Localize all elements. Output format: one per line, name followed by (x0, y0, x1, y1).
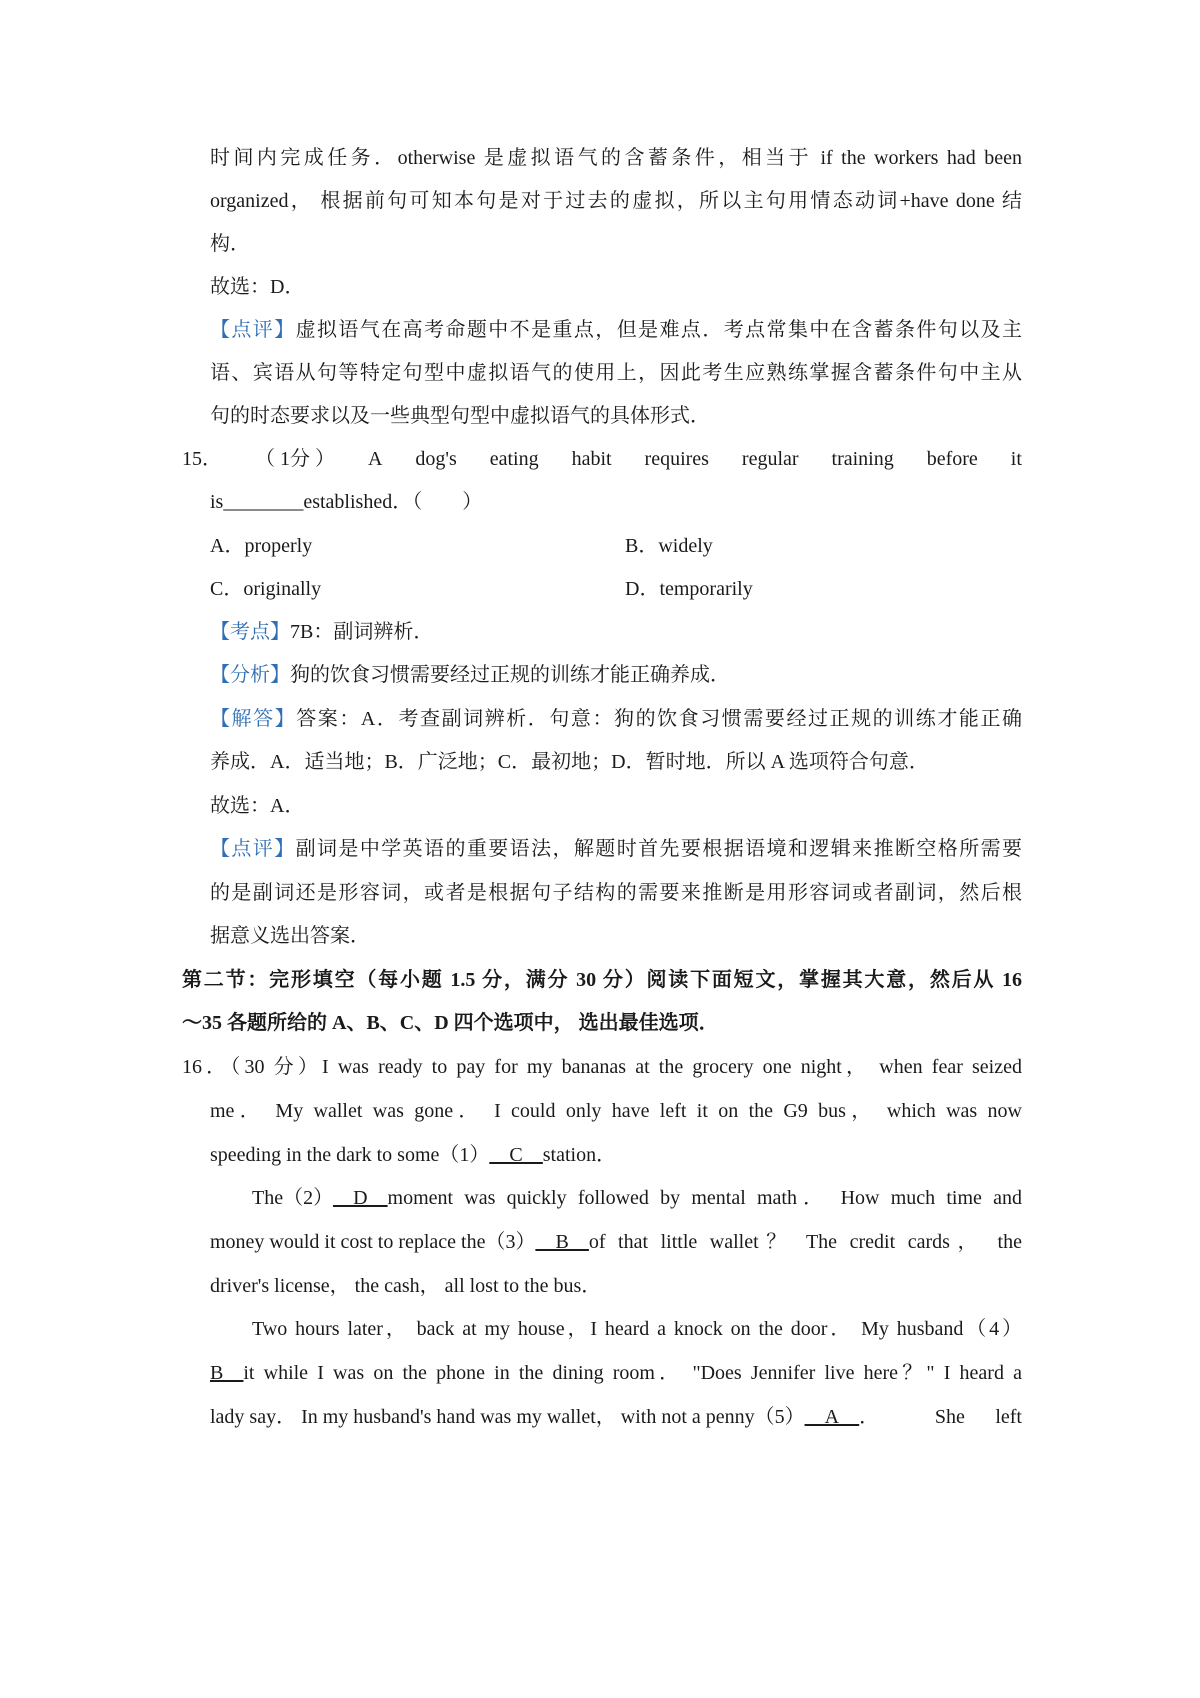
stem-word: training (831, 448, 894, 470)
passage-text: ． She left (859, 1406, 1022, 1428)
passage-line: driver's license， the cash， all lost to the bus． (210, 1275, 602, 1297)
kaodian-text: 7B：副词辨析． (290, 621, 434, 643)
dianping-line: 据意义选出答案． (210, 925, 370, 947)
fenxi-text: 狗的饮食习惯需要经过正规的训练才能正确养成． (290, 664, 730, 686)
stem-word: A (367, 448, 383, 470)
passage-line (210, 1363, 1022, 1383)
option-a: A．properly (210, 535, 313, 557)
stem-word: requires (644, 448, 709, 470)
answer-line: 故选：D． (210, 276, 305, 298)
passage-text: moment was quickly followed by mental math． How much time and (387, 1187, 1022, 1209)
section-2-heading: 第二节：完形填空（每小题 1.5 分，满分 30 分）阅读下面短文，掌握其大意，然后从 16 (182, 969, 1022, 991)
explanation-line: organized， 根据前句可知本句是对于过去的虚拟，所以主句用情态动词+have done 结 (210, 190, 1022, 212)
stem-word: it (1010, 448, 1022, 470)
passage-line: 16．（30 分）I was ready to pay for my bananas at the grocery one night， when fear seized (182, 1056, 1022, 1078)
answer-blank-3: __B__ (535, 1231, 589, 1253)
kaodian-line (210, 622, 1022, 642)
explanation-line: 时间内完成任务．otherwise 是虚拟语气的含蓄条件，相当于 if the workers had been (210, 147, 1022, 169)
answer-line: 故选：A． (210, 795, 305, 817)
question-score: （ 1分 ） (254, 448, 335, 470)
stem-word: habit (571, 448, 612, 470)
dianping-text: 副词是中学英语的重要语法，解题时首先要根据语境和逻辑来推断空格所需要 (295, 838, 1023, 860)
comment-line: 句的时态要求以及一些典型句型中虚拟语气的具体形式． (210, 405, 710, 427)
passage-text: The（2） (252, 1187, 334, 1209)
jieda-tag: 【解答】 (210, 708, 297, 730)
answer-blank-5: __A__ (804, 1406, 860, 1428)
jieda-text: 答案：A．考查副词辨析．句意：狗的饮食习惯需要经过正规的训练才能正确 (296, 708, 1023, 730)
dianping-line (210, 839, 1022, 859)
jieda-line (210, 709, 1022, 729)
explanation-line: 构． (210, 233, 250, 255)
passage-text: station． (542, 1144, 617, 1166)
stem-word: dog's (415, 448, 457, 470)
answer-blank-4: B__ (210, 1362, 244, 1384)
dianping-line: 的是副词还是形容词，或者是根据句子结构的需要来推断是用形容词或者副词，然后根 (210, 882, 1022, 904)
comment-line: 语、宾语从句等特定句型中虚拟语气的使用上，因此考生应熟练掌握含蓄条件句中主从 (210, 362, 1022, 384)
passage-line: me． My wallet was gone． I could only have left it on the G9 bus， which was now (210, 1100, 1022, 1122)
passage-line (210, 1407, 1022, 1427)
fenxi-line (210, 665, 1022, 685)
kaodian-tag: 【考点】 (210, 621, 290, 643)
stem-word: regular (741, 448, 799, 470)
answer-blank-1: __C__ (489, 1144, 543, 1166)
passage-text: of that little wallet？ The credit cards， the (588, 1231, 1022, 1253)
passage-text: speeding in the dark to some（1） (210, 1144, 490, 1166)
fenxi-tag: 【分析】 (210, 664, 290, 686)
comment-tag: 【点评】 (210, 319, 296, 341)
passage-line (210, 1145, 1022, 1165)
dianping-tag: 【点评】 (210, 838, 296, 860)
passage-text: lady say． In my husband's hand was my wallet， with not a penny（5） (210, 1406, 805, 1428)
passage-text: money would it cost to replace the（3） (210, 1231, 536, 1253)
section-2-heading-line2: ～35 各题所给的 A、B、C、D 四个选项中， 选出最佳选项． (182, 1012, 719, 1034)
passage-line (210, 1232, 1022, 1252)
stem-word: before (926, 448, 978, 470)
comment-line (210, 320, 1022, 340)
passage-line (252, 1188, 1022, 1208)
stem-word: eating (489, 448, 539, 470)
option-c: C．originally (210, 578, 322, 600)
passage-line: Two hours later， back at my house，I heard a knock on the door． My husband（4） (252, 1318, 1022, 1340)
option-b: B．widely (625, 535, 713, 557)
question-number: 15． (182, 448, 222, 470)
option-d: D．temporarily (625, 578, 753, 600)
question-15-stem (182, 449, 1022, 469)
jieda-line: 养成．A．适当地；B．广泛地；C．最初地；D．暂时地．所以 A 选项符合句意． (210, 751, 929, 773)
answer-blank-2: __D__ (333, 1187, 388, 1209)
comment-text: 虚拟语气在高考命题中不是重点，但是难点．考点常集中在含蓄条件句以及主 (295, 319, 1023, 341)
question-15-stem-line2: is________established．（ ） (210, 491, 483, 513)
passage-text: it while I was on the phone in the dining room． "Does Jennifer live here？" I heard a (243, 1362, 1022, 1384)
